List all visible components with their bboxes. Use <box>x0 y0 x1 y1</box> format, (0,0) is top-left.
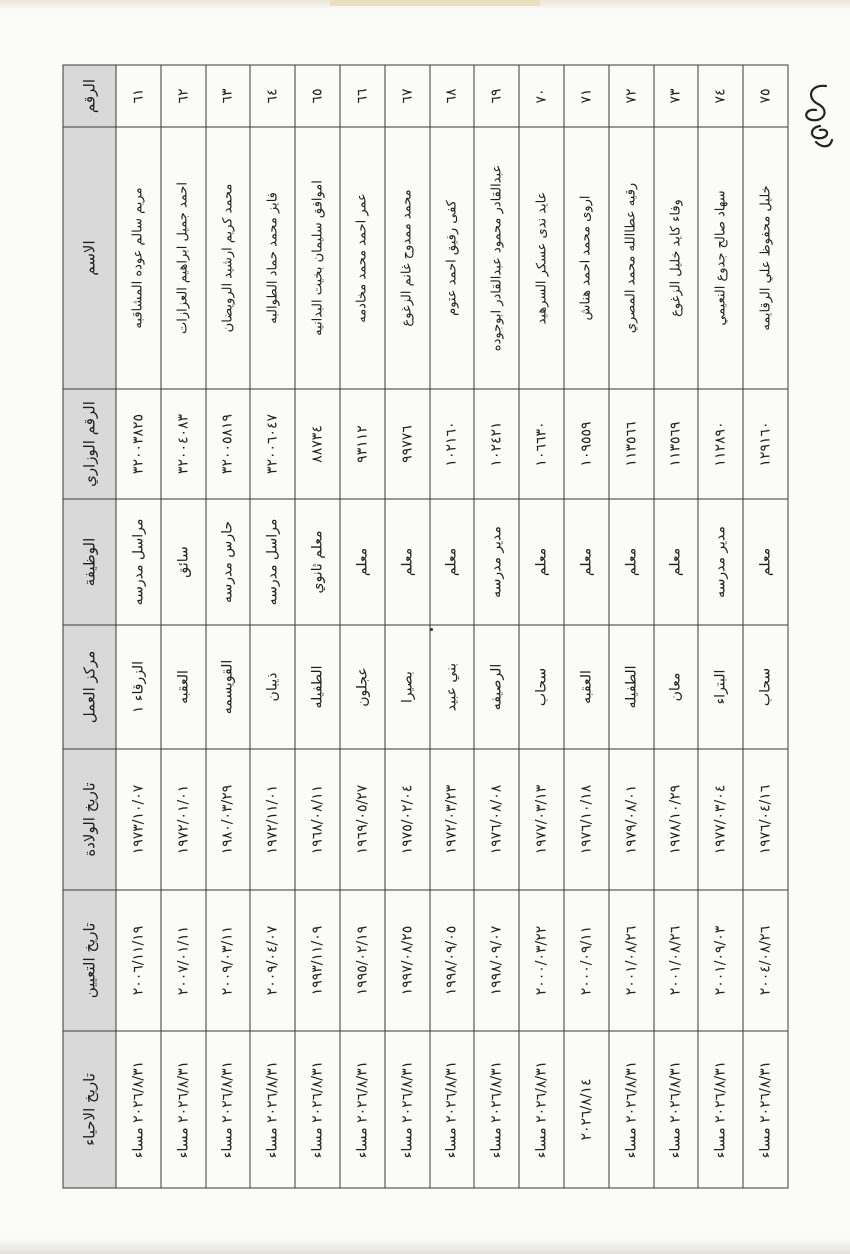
birth-date-cell: ١٩٧٨/١٠/٢٩ <box>654 749 699 890</box>
retirement-date-cell: ٢٠٢٦/٨/٣١ مساء <box>474 1031 519 1188</box>
number-cell: ٦٦ <box>340 65 385 127</box>
workplace-cell: العقبه <box>161 625 206 749</box>
workplace-cell: العقبه <box>564 625 609 749</box>
ministry-number-cell: ١٠٢١٦٠ <box>430 389 475 499</box>
workplace-cell: الزرقاء ١ <box>116 625 161 749</box>
appointment-date-cell: ٢٠٠١/٠٨/٢٦ <box>654 890 699 1031</box>
table-row <box>698 65 743 1188</box>
header-ministry-number: الرقم الوزاري <box>63 389 116 499</box>
number-cell: ٧٥ <box>743 65 788 127</box>
header-birth-date: تاريخ الولادة <box>63 749 116 890</box>
appointment-date-cell: ٢٠٠١/٠٨/٢٦ <box>609 890 654 1031</box>
job-cell: معلم <box>743 499 788 625</box>
paper-tab-mark <box>330 0 540 6</box>
workplace-cell: ذيبان <box>250 625 295 749</box>
name-cell: فايز محمد حماد الطوالبه <box>250 127 295 389</box>
job-cell: سائق <box>161 499 206 625</box>
job-cell: معلم <box>430 499 475 625</box>
appointment-date-cell: ٢٠٠٦/١١/١٩ <box>116 890 161 1031</box>
number-cell: ٦٤ <box>250 65 295 127</box>
name-cell: محمد ممدوح غانم الزغوع <box>385 127 430 389</box>
table-row <box>519 65 564 1188</box>
retirement-date-cell: ٢٠٢٦/٨/٣١ مساء <box>698 1031 743 1188</box>
retirement-date-cell: ٢٠٢٦/٨/٣١ مساء <box>385 1031 430 1188</box>
job-cell: حارس مدرسه <box>206 499 251 625</box>
retirement-date-cell: ٢٠٢٦/٨/٣١ مساء <box>430 1031 475 1188</box>
workplace-cell: الرصيفه <box>474 625 519 749</box>
name-cell: عمر احمد محمد مخادمه <box>340 127 385 389</box>
number-cell: ٧٣ <box>654 65 699 127</box>
birth-date-cell: ١٩٧٢/٠٣/٢٣ <box>430 749 475 890</box>
birth-date-cell: ١٩٦٩/٠٥/٢٧ <box>340 749 385 890</box>
table-row <box>430 65 475 1188</box>
ministry-number-cell: ١٠٢٤٢١ <box>474 389 519 499</box>
rotated-sheet <box>63 66 789 1189</box>
job-cell: مدير مدرسه <box>474 499 519 625</box>
name-cell: اروى محمد احمد هناش <box>564 127 609 389</box>
appointment-date-cell: ١٩٩٨/٠٩/٠٥ <box>430 890 475 1031</box>
number-cell: ٧٤ <box>698 65 743 127</box>
table-row <box>116 65 161 1188</box>
ministry-number-cell: ١١٣٥٦٩ <box>654 389 699 499</box>
appointment-date-cell: ١٩٩٣/١١/٠٩ <box>295 890 340 1031</box>
ministry-number-cell: ١١٢٨٩٠ <box>698 389 743 499</box>
header-workplace: مركز العمل <box>63 625 116 749</box>
workplace-cell: سحاب <box>519 625 564 749</box>
appointment-date-cell: ٢٠٠٩/٠٣/١١ <box>206 890 251 1031</box>
birth-date-cell: ١٩٧٦/٠٨/٠٨ <box>474 749 519 890</box>
table-row <box>250 65 295 1188</box>
job-cell: معلم <box>340 499 385 625</box>
header-name: الاسم <box>63 127 116 389</box>
workplace-cell: الطفيله <box>609 625 654 749</box>
retirement-date-cell: ٢٠٢٦/٨/٣١ مساء <box>206 1031 251 1188</box>
birth-date-cell: ١٩٨٠/٠٣/٢٩ <box>206 749 251 890</box>
name-cell: اموافق سليمان بخيت البدانيه <box>295 127 340 389</box>
number-cell: ٦٣ <box>206 65 251 127</box>
name-cell: خليل محفوظ علي الرقايمه <box>743 127 788 389</box>
number-cell: ٦٢ <box>161 65 206 127</box>
retirement-date-cell: ٢٠٢٦/٨/٣١ مساء <box>340 1031 385 1188</box>
number-cell: ٧١ <box>564 65 609 127</box>
job-cell: مراسل مدرسه <box>116 499 161 625</box>
workplace-cell: بني عبيد <box>430 625 475 749</box>
ministry-number-cell: ٣٢٠٠٤٠٨٣ <box>161 389 206 499</box>
birth-date-cell: ١٩٧٦/١٠/١٨ <box>564 749 609 890</box>
retirement-date-cell: ٢٠٢٦/٨/٣١ مساء <box>519 1031 564 1188</box>
ministry-number-cell: ٨٨٧٣٤ <box>295 389 340 499</box>
job-cell: معلم <box>519 499 564 625</box>
name-cell: كفى رفيق احمد عتوم <box>430 127 475 389</box>
retirement-date-cell: ٢٠٢٦/٨/٣١ مساء <box>250 1031 295 1188</box>
job-cell: معلم ثانوي <box>295 499 340 625</box>
ministry-number-cell: ٣٢٠٠٣٨٢٥ <box>116 389 161 499</box>
ministry-number-cell: ٩٣١١٢ <box>340 389 385 499</box>
appointment-date-cell: ٢٠٠٧/٠١/١١ <box>161 890 206 1031</box>
number-cell: ٦٨ <box>430 65 475 127</box>
workplace-cell: بصيرا <box>385 625 430 749</box>
number-cell: ٧٠ <box>519 65 564 127</box>
table-row <box>206 65 251 1188</box>
birth-date-cell: ١٩٧٦/٠٤/١٦ <box>743 749 788 890</box>
ministry-number-cell: ١٠٦٦٣٠ <box>519 389 564 499</box>
retirement-date-cell: ٢٠٢٦/٨/٣١ مساء <box>609 1031 654 1188</box>
appointment-date-cell: ٢٠٠٩/٠٤/٠٧ <box>250 890 295 1031</box>
table-row <box>609 65 654 1188</box>
ministry-number-cell: ١٠٩٥٥٩ <box>564 389 609 499</box>
ministry-number-cell: ١٢٩١٦٠ <box>743 389 788 499</box>
signature-mark <box>796 78 840 154</box>
name-cell: عبدالقادر محمود عبدالقادر ابوجوده <box>474 127 519 389</box>
name-cell: عايد ندى عسكر السرهيد <box>519 127 564 389</box>
workplace-cell: القويسمه <box>206 625 251 749</box>
name-cell: رقيه عطاالله محمد المصري <box>609 127 654 389</box>
header-job: الوظيفة <box>63 499 116 625</box>
birth-date-cell: ١٩٧٩/٠٨/٠١ <box>609 749 654 890</box>
retirement-date-cell: ٢٠٢٦/٨/٣١ مساء <box>161 1031 206 1188</box>
birth-date-cell: ١٩٦٨/٠٨/١١ <box>295 749 340 890</box>
appointment-date-cell: ١٩٩٥/٠٢/١٩ <box>340 890 385 1031</box>
job-cell: معلم <box>564 499 609 625</box>
table-row <box>340 65 385 1188</box>
workplace-cell: الطفيله <box>295 625 340 749</box>
ministry-number-cell: ٣٢٠٠٥٨١٩ <box>206 389 251 499</box>
name-cell: وفاء كايد خليل الزغوع <box>654 127 699 389</box>
scan-top-edge <box>0 0 850 10</box>
retirement-date-cell: ٢٠٢٦/٨/٣١ مساء <box>295 1031 340 1188</box>
name-cell: سهاد صالح جدوع النعيمي <box>698 127 743 389</box>
retirement-date-cell: ٢٠٢٦/٨/٣١ مساء <box>654 1031 699 1188</box>
appointment-date-cell: ٢٠٠١/٠٩/٠٣ <box>698 890 743 1031</box>
appointment-date-cell: ١٩٩٧/٠٨/٢٥ <box>385 890 430 1031</box>
job-cell: معلم <box>609 499 654 625</box>
retirement-date-cell: ٢٠٢٦/٨/٣١ مساء <box>743 1031 788 1188</box>
birth-date-cell: ١٩٧٣/١٠/٠٧ <box>116 749 161 890</box>
scan-bottom-edge <box>0 1238 850 1254</box>
name-cell: احمد جميل ابراهيم العزازات <box>161 127 206 389</box>
name-cell: محمد كريم ارشيد الرويضان <box>206 127 251 389</box>
table-row <box>474 65 519 1188</box>
retirement-date-cell: ٢٠٢٦/٨/٣١ مساء <box>116 1031 161 1188</box>
workplace-cell: معان <box>654 625 699 749</box>
birth-date-cell: ١٩٧٧/٠٣/١٣ <box>519 749 564 890</box>
birth-date-cell: ١٩٧٧/٠٣/٠٤ <box>698 749 743 890</box>
ministry-number-cell: ٣٢٠٠٦٠٤٧ <box>250 389 295 499</box>
table-row <box>385 65 430 1188</box>
workplace-cell: عجلون <box>340 625 385 749</box>
table-row <box>295 65 340 1188</box>
table-header-row <box>63 65 116 1188</box>
number-cell: ٦١ <box>116 65 161 127</box>
birth-date-cell: ١٩٧٥/٠٢/٠٤ <box>385 749 430 890</box>
name-cell: مريم سالم عوده المشاقبه <box>116 127 161 389</box>
number-cell: ٧٢ <box>609 65 654 127</box>
appointment-date-cell: ٢٠٠٤/٠٨/٢٦ <box>743 890 788 1031</box>
header-retirement-date: تاريخ الاحياء <box>63 1031 116 1188</box>
appointment-date-cell: ٢٠٠٠/٠٣/٢٢ <box>519 890 564 1031</box>
workplace-cell: سحاب <box>743 625 788 749</box>
number-cell: ٦٧ <box>385 65 430 127</box>
job-cell: معلم <box>385 499 430 625</box>
header-appointment-date: تاريخ التعيين <box>63 890 116 1031</box>
stray-dot <box>430 628 433 631</box>
personnel-table <box>63 65 789 1189</box>
ministry-number-cell: ١١٣٥٦٦ <box>609 389 654 499</box>
table-row <box>564 65 609 1188</box>
ministry-number-cell: ٩٩٧٧٦ <box>385 389 430 499</box>
header-number: الرقم <box>63 65 116 127</box>
workplace-cell: البتراء <box>698 625 743 749</box>
table-row <box>654 65 699 1188</box>
number-cell: ٦٥ <box>295 65 340 127</box>
birth-date-cell: ١٩٧٢/١١/٠١ <box>250 749 295 890</box>
appointment-date-cell: ١٩٩٨/٠٩/٠٧ <box>474 890 519 1031</box>
birth-date-cell: ١٩٧٢/٠١/٠١ <box>161 749 206 890</box>
retirement-date-cell: ٢٠٢٦/٨/١٤ <box>564 1031 609 1188</box>
number-cell: ٦٩ <box>474 65 519 127</box>
job-cell: مراسل مدرسه <box>250 499 295 625</box>
job-cell: مدير مدرسه <box>698 499 743 625</box>
table-row <box>743 65 788 1188</box>
job-cell: معلم <box>654 499 699 625</box>
table-row <box>161 65 206 1188</box>
appointment-date-cell: ٢٠٠٠/٠٩/١١ <box>564 890 609 1031</box>
